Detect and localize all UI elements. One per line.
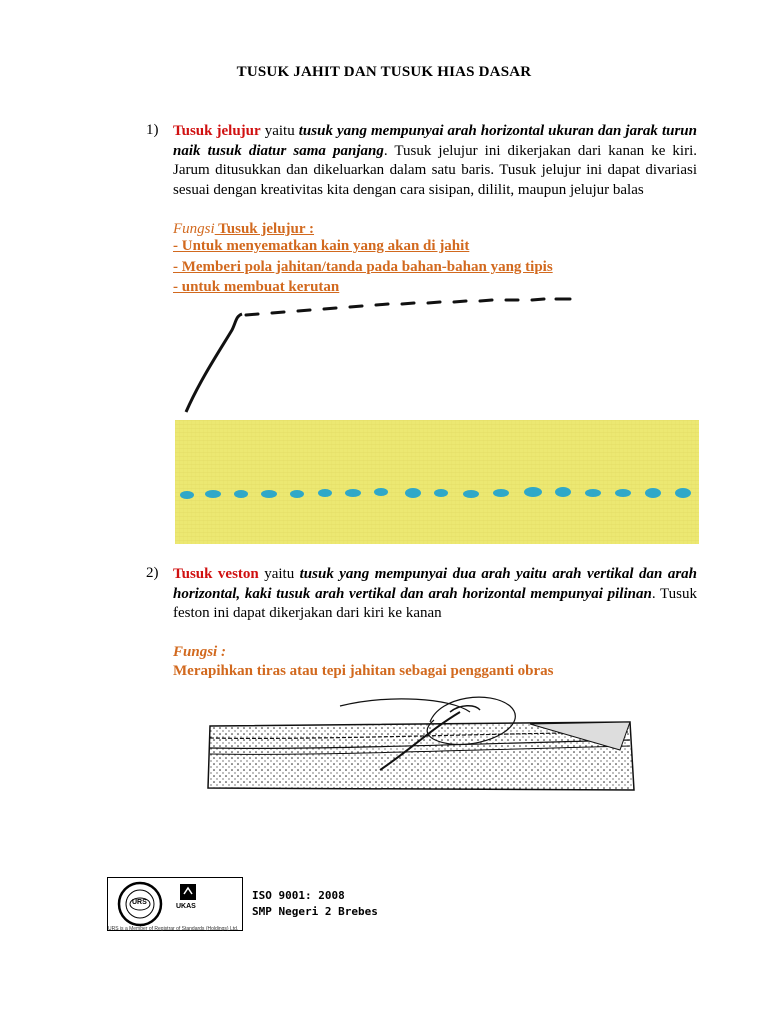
- footer-school: SMP Negeri 2 Brebes: [252, 905, 378, 918]
- section-2-connector: yaitu: [258, 566, 300, 582]
- section-1-fungsi-heading: [173, 220, 314, 240]
- footer-iso: ISO 9001: 2008: [252, 889, 345, 902]
- section-2-fungsi-heading: [173, 643, 226, 663]
- running-stitch-fabric-photo: [175, 420, 699, 544]
- running-stitch-diagram: [180, 290, 580, 420]
- section-2-fungsi-text: Merapihkan tiras atau tepi jahitan sebagai pengganti obras: [173, 663, 554, 679]
- page-title: TUSUK JAHIT DAN TUSUK HIAS DASAR: [236, 64, 532, 80]
- section-2-number: 2): [146, 565, 159, 581]
- section-1-number: 1): [146, 122, 159, 138]
- section-2-description: . Tusuk feston ini dapat dikerjakan dari kiri ke kanan: [173, 585, 697, 622]
- blanket-stitch-diagram: [200, 690, 640, 800]
- section-1-term: Tusuk jelujur: [173, 123, 261, 139]
- urs-logo-text: URS: [132, 899, 147, 906]
- ukas-logo-text: UKAS: [176, 903, 196, 910]
- section-1-connector: yaitu: [260, 123, 299, 139]
- fungsi-rest: Tusuk jelujur :: [214, 221, 315, 237]
- certification-logos: [107, 877, 243, 931]
- section-2-definition: tusuk yang mempunyai dua arah yaitu arah vertikal dan arah horizontal, kaki tusuk arah vertikal dan arah horizontal mempunyai pilinan: [173, 566, 697, 602]
- section-1-paragraph: [173, 122, 697, 200]
- section-1-definition: tusuk yang mempunyai arah horizontal ukuran dan jarak turun naik tusuk diatur sama panjang: [173, 123, 697, 159]
- section-1-function-item: - untuk membuat kerutan: [173, 279, 340, 295]
- section-1-description: . Tusuk jelujur ini dikerjakan dari kanan ke kiri. Jarum ditusukkan dan dikeluarkan dalam satu baris. Tusuk jelujur ini dapat divariasi sesuai dengan kreativitas kita dengan cara sisipan, dililit, maupun jelujur balas: [173, 142, 697, 198]
- fungsi-italic: Fungsi: [173, 221, 215, 237]
- section-2-paragraph: [173, 565, 697, 624]
- footer-small-print: URS is a Member of Registrar of Standards (Holdings) Ltd.: [108, 926, 239, 932]
- section-1-function-item: - Memberi pola jahitan/tanda pada bahan-bahan yang tipis: [173, 259, 553, 275]
- section-1-function-item: - Untuk menyematkan kain yang akan di jahit: [173, 238, 470, 254]
- fungsi-label: Fungsi :: [173, 644, 226, 660]
- section-2-term: Tusuk veston: [173, 566, 259, 582]
